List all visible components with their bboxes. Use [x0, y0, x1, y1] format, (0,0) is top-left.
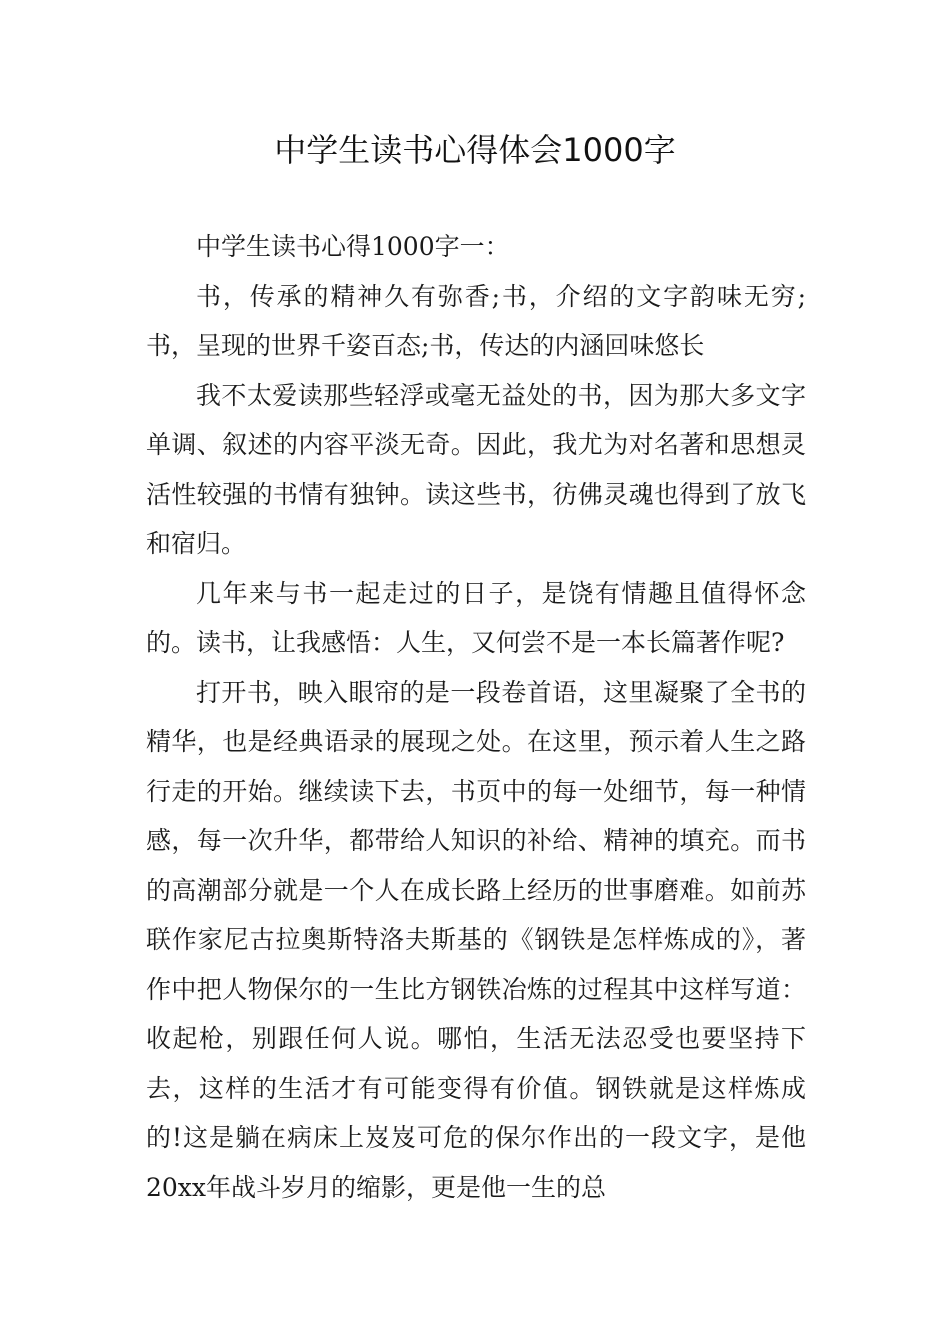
paragraph-subheading: 中学生读书心得1000字一： — [196, 232, 510, 261]
paragraph: 书，传承的精神久有弥香;书，介绍的文字韵味无穷;书，呈现的世界千姿百态;书，传达的内涵回味悠长 — [146, 281, 806, 360]
paragraph: 我不太爱读那些轻浮或毫无益处的书，因为那大多文字单调、叙述的内容平淡无奇。因此，我尤为对名著和思想灵活性较强的书情有独钟。读这些书，彷佛灵魂也得到了放飞和宿归。 — [146, 380, 806, 558]
paragraph: 几年来与书一起走过的日子，是饶有情趣且值得怀念的。读书，让我感悟：人生，又何尝不是一本长篇著作呢? — [146, 578, 806, 657]
paragraph: 打开书，映入眼帘的是一段卷首语，这里凝聚了全书的精华，也是经典语录的展现之处。在这里，预示着人生之路行走的开始。继续读下去，书页中的每一处细节，每一种情感，每一次升华，都带给人知识的补给、精神的填充。而书的高潮部分就是一个人在成长路上经历的世事磨难。如前苏联作家尼古拉奥斯特洛夫斯基的《钢铁是怎样炼成的》，著作中把人物保尔的一生比方钢铁冶炼的过程其中这样写道：收起枪，别跟任何人说。哪怕，生活无法忍受也要坚持下去，这样的生活才有可能变得有价值。钢铁就是这样炼成的!这是躺在病床上岌岌可危的保尔作出的一段文字，是他20xx年战斗岁月的缩影，更是他一生的总 — [146, 677, 806, 1202]
document-title: 中学生读书心得体会1000字 — [274, 131, 676, 169]
document-body — [146, 222, 806, 1212]
